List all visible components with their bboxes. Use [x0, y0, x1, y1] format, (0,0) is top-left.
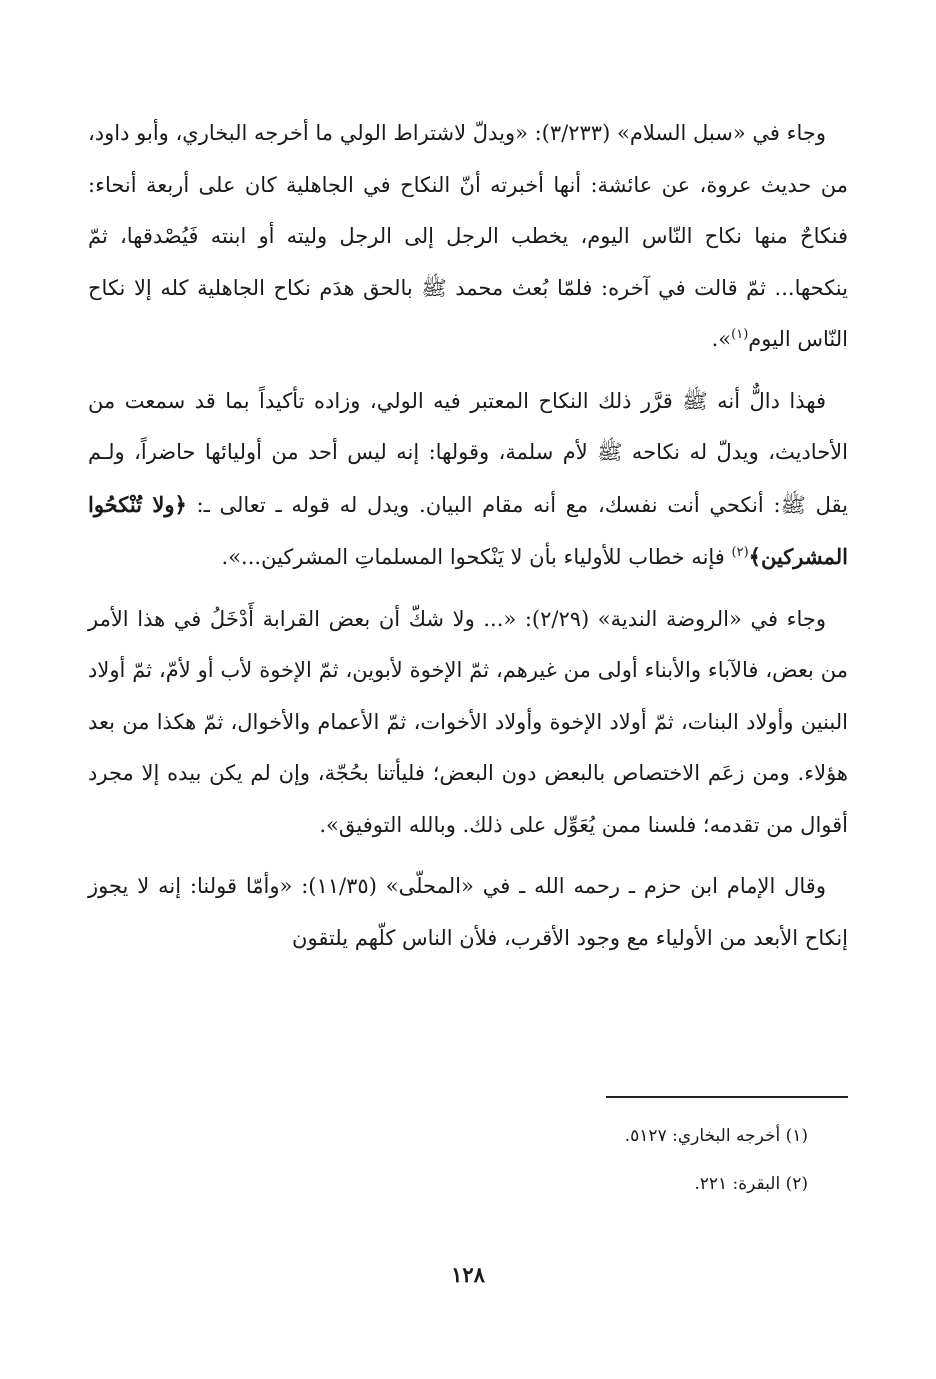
- quran-verse: ﴿ولا تُنْكحُوا المشركين﴾: [88, 491, 848, 569]
- footnote-ref-2: (٢): [731, 545, 749, 560]
- footnote-ref-1: (١): [731, 327, 749, 342]
- paragraph-text: وجاء في «الروضة الندية» (٢/٢٩): «... ولا شكّ أن بعض القرابة أَدْخَلُ في هذا الأمر من بعض، فالآباء والأبناء أولى من غيرهم، ثمّ الإخوة لأبوين، ثمّ الإخوة لأب أو لأمّ، ثمّ أولاد البنين وأولاد البنات، ثمّ أولاد الإخوة وأولاد الأخوات، ثمّ الأعمام والأخوال، ثمّ هكذا من بعد هؤلاء. ومن زعَم الاختصاص بالبعض دون البعض؛ فليأتنا بحُجّة، وإن لم يكن بيده إلا مجرد أقوال من تقدمه؛ فلسنا ممن يُعَوِّل على ذلك. وبالله التوفيق».: [88, 606, 848, 837]
- paragraph-tail: فإنه خطاب للأولياء بأن لا يَنْكحوا المسلماتِ المشركين...».: [221, 545, 732, 569]
- paragraph-tail: ».: [711, 327, 732, 351]
- paragraph-commentary: [88, 376, 848, 584]
- footnotes: [88, 1112, 848, 1208]
- paragraph-rawda-nadiya: [88, 594, 848, 852]
- page-body: [88, 108, 848, 974]
- paragraph-text: وجاء في «سبل السلام» (٣/٢٣٣): «ويدلّ لاشتراط الولي ما أخرجه البخاري، وأبو داود، من حديث عروة، عن عائشة: أنها أخبرته أنّ النكاح في الجاهلية كان على أربعة أنحاء: فنكاحٌ منها نكاح النّاس اليوم، يخطب الرجل إلى الرجل وليته أو ابنته فَيُصْدقها، ثمّ ينكحها... ثمّ قالت في آخره: فلمّا بُعث محمد ﷺ بالحق هدَم نكاح الجاهلية كله إلا نكاح النّاس اليوم: [88, 121, 848, 351]
- footnote-divider: [606, 1096, 848, 1098]
- page-number: ١٢٨: [451, 1262, 485, 1287]
- paragraph-ibn-hazm: [88, 861, 848, 964]
- footnote-1: (١) أخرجه البخاري: ٥١٢٧.: [624, 1126, 808, 1146]
- paragraph-subul-al-salam: [88, 108, 848, 366]
- paragraph-text: فهذا دالٌّ أنه ﷺ قرَّر ذلك النكاح المعتبر فيه الولي، وزاده تأكيداً بما قد سمعت من الأحاديث، ويدلّ له نكاحه ﷺ لأم سلمة، وقولها: إنه ليس أحد من أوليائها حاضراً، ولـم يقل ﷺ: أنكحي أنت نفسك، مع أنه مقام البيان. ويدل له قوله ـ تعالى ـ:: [88, 388, 848, 517]
- footnote-2: (٢) البقرة: ٢٢١.: [694, 1174, 808, 1194]
- paragraph-text: وقال الإمام ابن حزم ـ رحمه الله ـ في «المحلّى» (١١/٣٥): «وأمّا قولنا: إنه لا يجوز إنكاح الأبعد من الأولياء مع وجود الأقرب، فلأن الناس كلّهم يلتقون: [88, 874, 848, 950]
